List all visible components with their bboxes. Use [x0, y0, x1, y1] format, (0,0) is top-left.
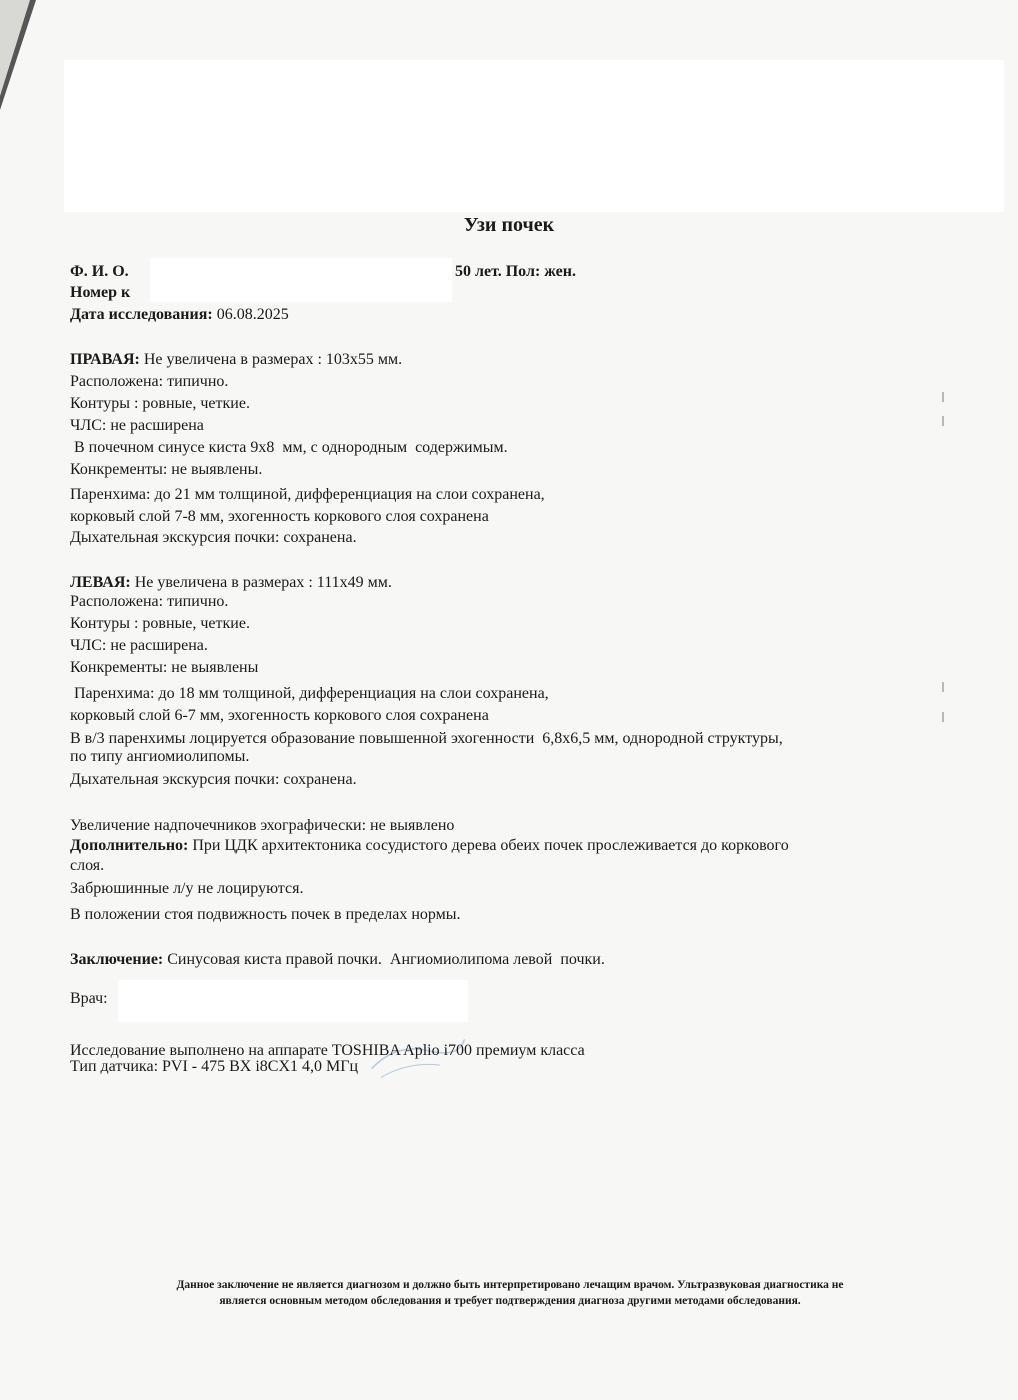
left-kidney-size: ЛЕВАЯ: Не увеличена в размерах : 111х49 мм.	[70, 574, 392, 591]
right-kidney-line: Конкременты: не выявлены.	[70, 461, 263, 478]
adrenal-line: Увеличение надпочечников эхографически: не выявлено	[70, 817, 455, 834]
left-kidney-line: корковый слой 6-7 мм, эхогенность коркового слоя сохранена	[70, 707, 489, 724]
page-corner-fold-inner	[0, 0, 30, 96]
redacted-doctor	[118, 980, 468, 1022]
margin-tick	[942, 712, 944, 722]
disclaimer-line: Данное заключение не является диагнозом и должно быть интерпретировано лечащим врачом. Ультразвуковая диагностика не	[176, 1279, 844, 1291]
left-kidney-line: ЧЛС: не расширена.	[70, 637, 208, 654]
disclaimer-line: является основным методом обследования и требует подтверждения диагноза другими методами обследования.	[219, 1295, 801, 1307]
conclusion: Заключение: Синусовая киста правой почки. Ангиомиолипома левой почки.	[70, 951, 605, 968]
card-number-label: Номер к	[70, 284, 131, 301]
right-kidney-line: Контуры : ровные, четкие.	[70, 395, 250, 412]
left-kidney-line: В в/3 паренхимы лоцируется образование повышенной эхогенности 6,8х6,5 мм, однородной структуры,	[70, 730, 783, 747]
device-line: Исследование выполнено на аппарате TOSHIBA Aplio i700 премиум класса	[70, 1042, 585, 1059]
right-kidney-line: Паренхима: до 21 мм толщиной, дифференциация на слои сохранена,	[70, 486, 545, 503]
left-kidney-line: Конкременты: не выявлены	[70, 659, 259, 676]
left-kidney-line: Контуры : ровные, четкие.	[70, 615, 250, 632]
mobility-line: В положении стоя подвижность почек в пределах нормы.	[70, 906, 461, 923]
exam-date: Дата исследования: 06.08.2025	[70, 306, 289, 323]
age-gender: 50 лет. Пол: жен.	[455, 263, 576, 280]
margin-tick	[942, 416, 944, 426]
doctor-label: Врач:	[70, 990, 108, 1007]
nodes-line: Забрюшинные л/у не лоцируются.	[70, 880, 304, 897]
disclaimer-footer	[60, 1277, 960, 1309]
redacted-header	[64, 60, 1004, 212]
left-kidney-line: Дыхательная экскурсия почки: сохранена.	[70, 771, 357, 788]
left-kidney-line: Расположена: типично.	[70, 593, 229, 610]
right-kidney-line: ЧЛС: не расширена	[70, 417, 204, 434]
document-title: Узи почек	[463, 214, 555, 236]
right-kidney-line: Расположена: типично.	[70, 373, 229, 390]
right-kidney-size: ПРАВАЯ: Не увеличена в размерах : 103х55 мм.	[70, 351, 403, 368]
right-kidney-line: корковый слой 7-8 мм, эхогенность коркового слоя сохранена	[70, 508, 489, 525]
additional-line: Дополнительно: При ЦДК архитектоника сосудистого дерева обеих почек прослеживается до коркового	[70, 837, 789, 854]
margin-tick	[942, 392, 944, 402]
exam-date-value: 06.08.2025	[216, 306, 289, 323]
fio-label: Ф. И. О.	[70, 263, 129, 280]
right-kidney-line: Дыхательная экскурсия почки: сохранена.	[70, 529, 357, 546]
right-kidney-line: В почечном синусе киста 9х8 мм, с однородным содержимым.	[70, 439, 508, 456]
redacted-name	[150, 258, 452, 302]
left-kidney-line: по типу ангиомиолипомы.	[70, 748, 250, 765]
margin-tick	[942, 682, 944, 692]
left-kidney-line: Паренхима: до 18 мм толщиной, дифференциация на слои сохранена,	[70, 685, 549, 702]
probe-line: Тип датчика: PVI - 475 BX i8CX1 4,0 MГц	[70, 1058, 359, 1075]
additional-line-cont: слоя.	[70, 857, 105, 874]
